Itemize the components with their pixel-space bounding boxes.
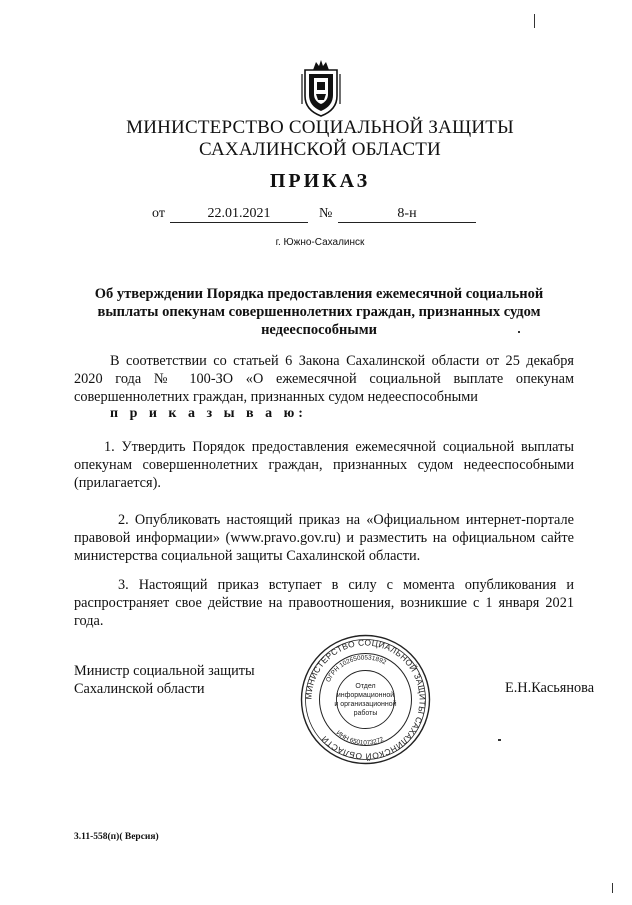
- number-sign: №: [319, 206, 333, 221]
- date-prefix: от: [152, 206, 165, 221]
- stamp-center-line3: и организационной: [334, 701, 397, 708]
- order-date: 22.01.2021: [170, 206, 308, 223]
- order-item-2: 2. Опубликовать настоящий приказ на «Официальном интернет-портале правовой информации» (www.pravo.gov.ru) и разместить на официальном сайте министерства социальной защиты Сахалинской области.: [74, 512, 574, 564]
- stamp-center-line1: Отдел: [355, 683, 376, 690]
- ministry-name-line2: САХАЛИНСКОЙ ОБЛАСТИ: [199, 139, 441, 160]
- stamp-center-line2: информационной: [336, 692, 395, 699]
- order-word: п р и к а з ы в а ю:: [110, 406, 307, 421]
- stamp-ogrn: ОГРН 1026500531892: [324, 654, 388, 684]
- scan-mark: [612, 883, 613, 893]
- scan-mark: [534, 14, 535, 28]
- signer-position: [74, 662, 255, 698]
- coat-of-arms-emblem: [299, 60, 343, 118]
- svg-text:ОГРН 1026500531892: [325, 654, 388, 683]
- preamble-paragraph: В соответствии со статьей 6 Закона Сахалинской области от 25 декабря 2020 года № 100-ЗО «О ежемесячной социальной выплате опекунам совершеннолетних граждан, признанных судом недееспособными: [74, 353, 574, 405]
- signer-position-line2: Сахалинской области: [74, 681, 205, 697]
- official-stamp: [298, 632, 433, 767]
- ministry-name-line1: МИНИСТЕРСТВО СОЦИАЛЬНОЙ ЗАЩИТЫ: [126, 117, 514, 138]
- city: г. Южно-Сахалинск: [275, 237, 365, 248]
- document-title: Об утверждении Порядка предоставления ежемесячной социальной выплаты опекунам совершеннолетних граждан, признанных судом недееспособными: [94, 286, 544, 338]
- order-number: 8-н: [338, 206, 476, 223]
- stamp-center-line4: работы: [353, 710, 378, 717]
- signer-position-line1: Министр социальной защиты: [74, 663, 255, 679]
- scan-dot: [518, 331, 520, 333]
- scan-dot: [498, 739, 501, 741]
- order-item-3: 3. Настоящий приказ вступает в силу с момента опубликования и распространяет свое действие на правоотношения, возникшие с 1 января 2021 года.: [74, 577, 574, 629]
- document-type-heading: ПРИКАЗ: [269, 170, 371, 192]
- version-code: 3.11-558(п)( Версия): [74, 832, 159, 842]
- stamp-inn: ИНН 6501073272: [334, 729, 385, 747]
- stamp-ring-text: МИНИСТЕРСТВО СОЦИАЛЬНОЙ ЗАЩИТЫ САХАЛИНСКОЙ ОБЛАСТИ: [303, 637, 428, 762]
- order-item-1: 1. Утвердить Порядок предоставления ежемесячной социальной выплаты опекунам совершеннолетних граждан, признанных судом недееспособными (прилагается).: [74, 439, 574, 491]
- signer-name: Е.Н.Касьянова: [505, 680, 595, 696]
